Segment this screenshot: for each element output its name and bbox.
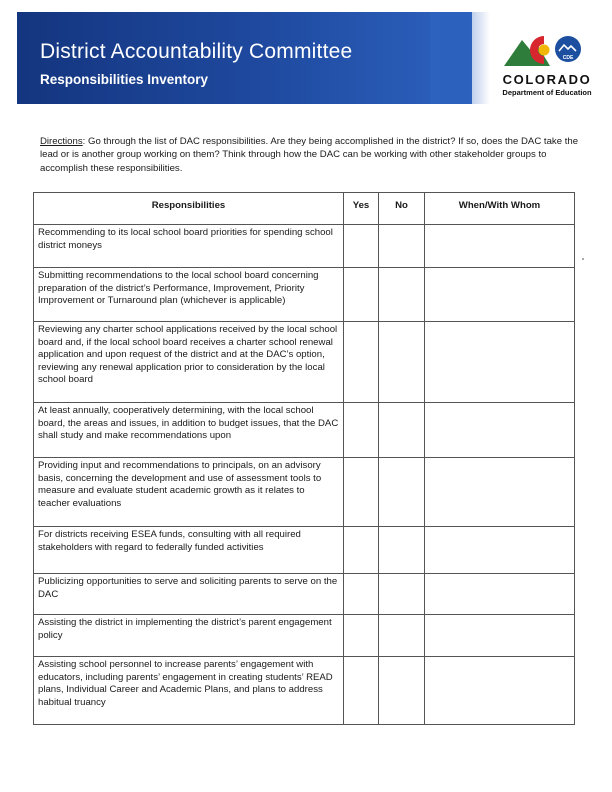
no-cell <box>379 403 425 458</box>
directions-paragraph <box>40 135 585 175</box>
no-cell <box>379 527 425 574</box>
column-header-when-with-whom: When/With Whom <box>425 193 575 225</box>
responsibility-cell: Recommending to its local school board priorities for spending school district moneys <box>34 225 344 268</box>
directions-label: Directions <box>40 136 83 147</box>
when-with-whom-cell <box>425 268 575 322</box>
no-cell <box>379 657 425 725</box>
no-cell <box>379 268 425 322</box>
yes-cell <box>344 574 379 615</box>
logo-department: Department of Education <box>502 88 592 97</box>
yes-cell <box>344 458 379 527</box>
no-cell <box>379 458 425 527</box>
table-row <box>34 322 575 403</box>
when-with-whom-cell <box>425 574 575 615</box>
table-header-row <box>34 193 575 225</box>
responsibilities-table <box>33 192 575 725</box>
responsibility-cell: Providing input and recommendations to principals, on an advisory basis, concerning the development and use of assessment tools to measure and evaluate student academic growth as it relates to teacher evaluations <box>34 458 344 527</box>
responsibility-cell: Assisting school personnel to increase parents’ engagement with educators, including parents’ engagement in creating students’ READ plans, Individual Career and Academic Plans, and plans to address habitual truancy <box>34 657 344 725</box>
yes-cell <box>344 225 379 268</box>
when-with-whom-cell <box>425 458 575 527</box>
table-row <box>34 225 575 268</box>
table-row <box>34 574 575 615</box>
scan-speck <box>582 258 584 260</box>
no-cell <box>379 225 425 268</box>
no-cell <box>379 615 425 657</box>
directions-text: : Go through the list of DAC responsibilities. Are they being accomplished in the district? If so, does the DAC take the lead or is another group working on them? Think through how the DAC can be working with other stakeholder groups to accomplish these responsibilities. <box>40 136 579 174</box>
responsibility-cell: Publicizing opportunities to serve and soliciting parents to serve on the DAC <box>34 574 344 615</box>
responsibility-cell: Submitting recommendations to the local school board concerning preparation of the district’s Performance, Improvement, Priority Improvement or Turnaround plan (whichever is applicable) <box>34 268 344 322</box>
yes-cell <box>344 322 379 403</box>
yes-cell <box>344 527 379 574</box>
yes-cell <box>344 268 379 322</box>
when-with-whom-cell <box>425 615 575 657</box>
table-row <box>34 458 575 527</box>
responsibility-cell: At least annually, cooperatively determining, with the local school board, the areas and issues, in addition to budget issues, that the DAC shall study and make recommendations upon <box>34 403 344 458</box>
responsibility-cell: Reviewing any charter school applications received by the local school board and, if the local school board receives a charter school renewal application and upon request of the district and at the DAC’s option, reviewing any renewal application prior to consideration by the local school board <box>34 322 344 403</box>
table-row <box>34 657 575 725</box>
no-cell <box>379 322 425 403</box>
yes-cell <box>344 657 379 725</box>
when-with-whom-cell <box>425 657 575 725</box>
column-header-yes: Yes <box>344 193 379 225</box>
when-with-whom-cell <box>425 403 575 458</box>
when-with-whom-cell <box>425 225 575 268</box>
table-row <box>34 527 575 574</box>
logo-wordmark: COLORADO <box>502 72 592 87</box>
header-banner-fade <box>430 12 490 104</box>
colorado-cde-logo <box>492 30 602 100</box>
responsibility-cell: Assisting the district in implementing the district’s parent engagement policy <box>34 615 344 657</box>
responsibility-cell: For districts receiving ESEA funds, consulting with all required stakeholders with regard to federally funded activities <box>34 527 344 574</box>
when-with-whom-cell <box>425 527 575 574</box>
colorado-c-mountain-icon <box>502 30 592 70</box>
no-cell <box>379 574 425 615</box>
table-row <box>34 615 575 657</box>
yes-cell <box>344 403 379 458</box>
column-header-no: No <box>379 193 425 225</box>
yes-cell <box>344 615 379 657</box>
page-title: District Accountability Committee <box>40 40 353 63</box>
column-header-responsibilities: Responsibilities <box>34 193 344 225</box>
page-subtitle: Responsibilities Inventory <box>40 72 209 87</box>
logo-badge-text: CDE <box>562 55 574 61</box>
when-with-whom-cell <box>425 322 575 403</box>
table-row <box>34 403 575 458</box>
table-row <box>34 268 575 322</box>
